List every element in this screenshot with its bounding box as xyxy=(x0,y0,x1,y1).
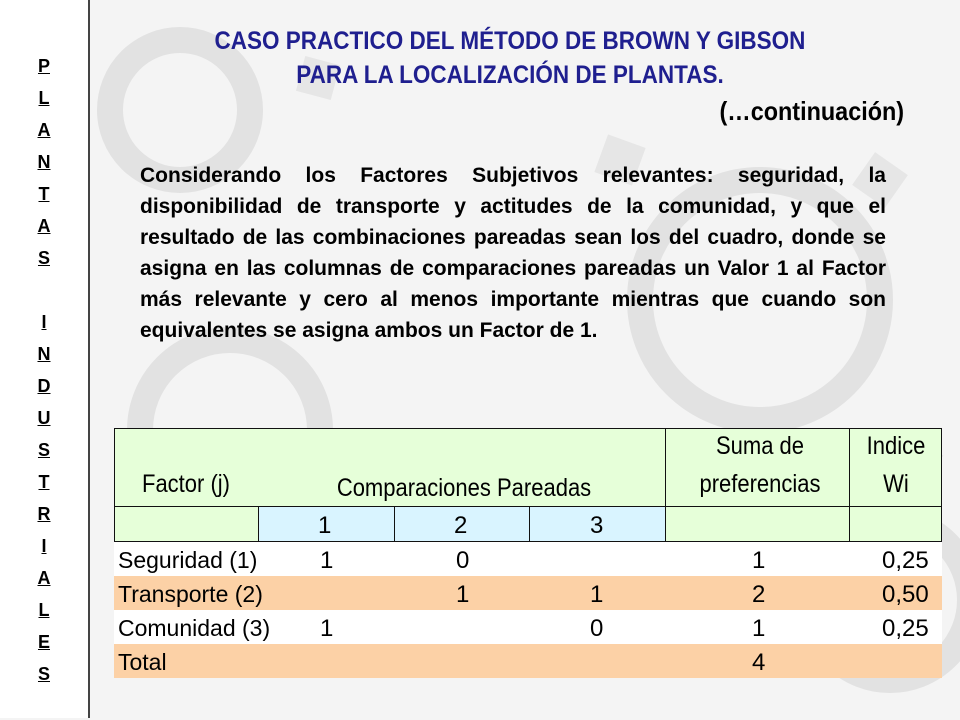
row-factor: Comunidad (3) xyxy=(118,615,271,641)
row-factor: Transporte (2) xyxy=(118,581,263,607)
title-line-1: CASO PRACTICO DEL MÉTODO DE BROWN Y GIBSON xyxy=(214,27,806,55)
header-divider xyxy=(849,428,850,542)
sidebar-letter: P xyxy=(37,56,50,76)
sidebar-letter: E xyxy=(37,632,50,652)
total-sum: 4 xyxy=(752,649,766,676)
row-sum: 1 xyxy=(752,547,766,574)
sidebar-letter: N xyxy=(37,344,51,364)
sidebar-letter: A xyxy=(37,568,51,588)
sum-header-line1: Suma de xyxy=(715,432,805,460)
title-line-2: PARA LA LOCALIZACIÓN DE PLANTAS. xyxy=(296,61,724,89)
vertical-sidebar-label xyxy=(0,0,90,718)
sidebar-letter: S xyxy=(37,248,50,268)
sidebar-letter: L xyxy=(38,600,50,620)
row-index: 0,25 xyxy=(882,547,929,574)
factor-header: Factor (j) xyxy=(142,470,230,498)
row-c3: 1 xyxy=(590,581,604,608)
sidebar-letter: S xyxy=(37,440,50,460)
row-c2: 1 xyxy=(456,581,470,608)
page-title xyxy=(141,24,879,92)
sidebar-letter: N xyxy=(37,152,51,172)
sidebar-letter: R xyxy=(37,504,51,524)
body-paragraph: Considerando los Factores Subjetivos relevantes: seguridad, la disponibilidad de transporte y actitudes de la comunidad, y que el resultado de las combinaciones pareadas sean los del cuadro, donde se asigna en las columnas de comparaciones pareadas un Valor 1 al Factor más relevante y cero al menos importante mientras que cuando son equivalentes se asigna ambos un Factor de 1. xyxy=(140,164,886,342)
paired-comparison-table xyxy=(114,428,942,688)
row-c1: 1 xyxy=(320,547,334,574)
index-header-line2: Wi xyxy=(883,470,909,498)
comp-col-label: 2 xyxy=(454,512,468,539)
sidebar-letter: T xyxy=(38,472,50,492)
row-sum: 1 xyxy=(752,615,766,642)
sidebar-letter: U xyxy=(37,408,51,428)
row-c3: 0 xyxy=(590,615,604,642)
row-index: 0,25 xyxy=(882,615,929,642)
row-c2: 0 xyxy=(456,547,470,574)
comp-col-label: 1 xyxy=(318,512,332,539)
sidebar-letter: S xyxy=(37,664,50,684)
row-sum: 2 xyxy=(752,581,766,608)
total-label: Total xyxy=(118,649,167,675)
sidebar-letter: I xyxy=(41,536,47,556)
row-c1: 1 xyxy=(320,615,334,642)
sidebar-letter: L xyxy=(38,88,50,108)
sidebar-letter: I xyxy=(41,312,47,332)
header-rule xyxy=(114,506,942,507)
table-row-highlight xyxy=(114,644,942,678)
sidebar-letter: A xyxy=(37,216,51,236)
sidebar-letter: A xyxy=(37,120,51,140)
comparisons-header: Comparaciones Pareadas xyxy=(336,474,592,502)
continuation-label: (…continuación) xyxy=(719,96,904,126)
comp-col-label: 3 xyxy=(590,512,604,539)
sidebar-letter: D xyxy=(37,376,51,396)
index-header-line1: Indice xyxy=(866,432,926,460)
sidebar-letter: T xyxy=(38,184,50,204)
row-index: 0,50 xyxy=(882,581,929,608)
sum-header-line2: preferencias xyxy=(699,470,821,498)
row-factor: Seguridad (1) xyxy=(118,547,258,573)
